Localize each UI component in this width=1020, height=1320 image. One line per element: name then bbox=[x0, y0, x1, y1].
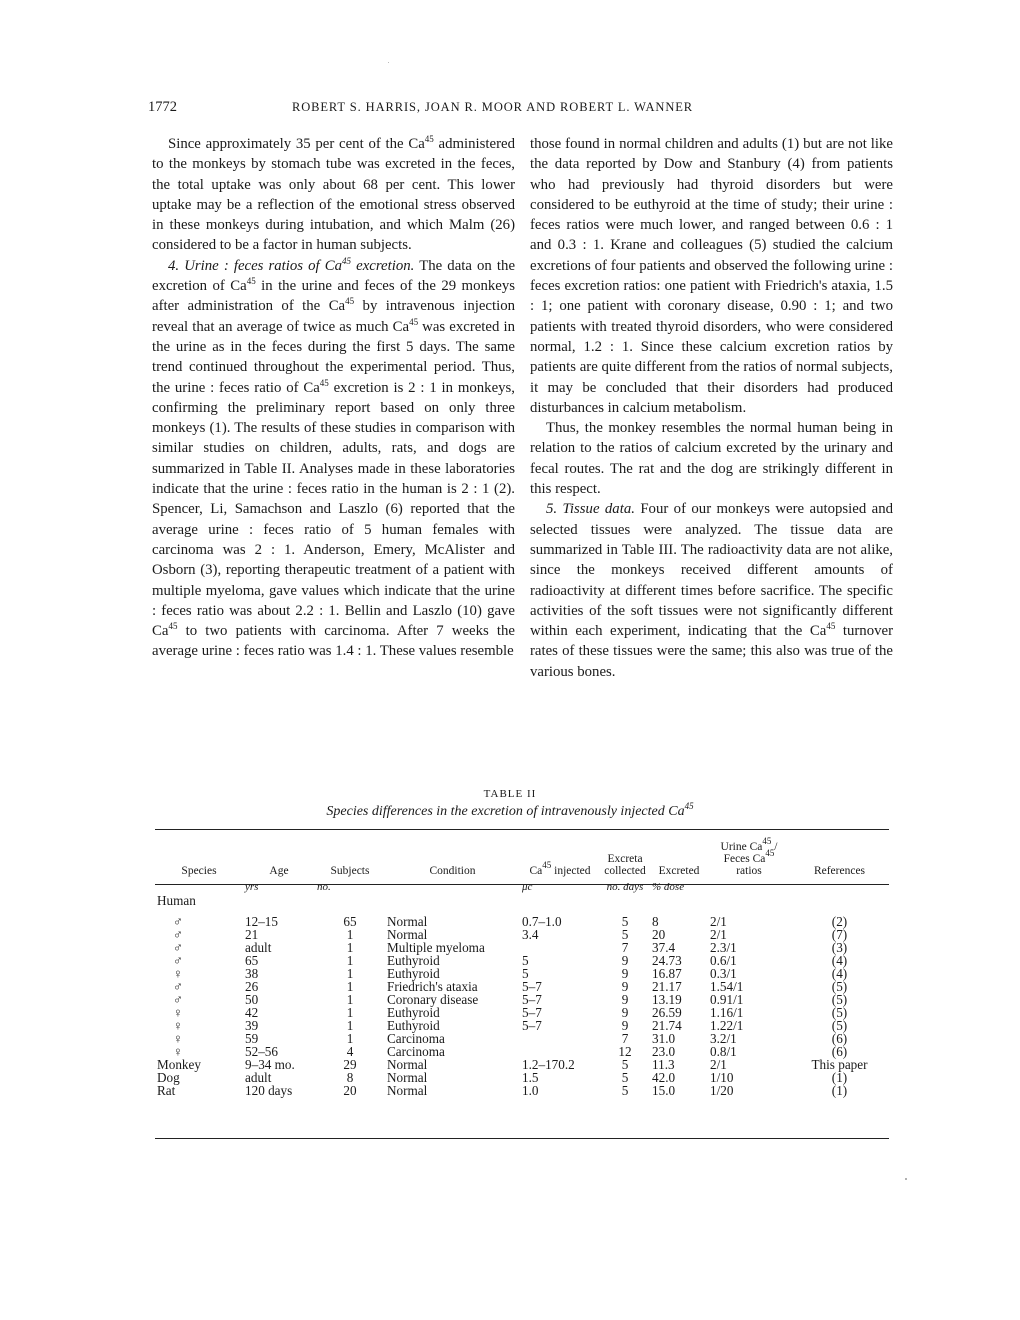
isotope-superscript: 45 bbox=[246, 276, 256, 287]
unit-empty bbox=[790, 881, 889, 894]
cell-age: 59 bbox=[245, 1031, 259, 1046]
cell-injected: 1.2–170.2 bbox=[522, 1057, 575, 1072]
cell-collected: 12 bbox=[618, 1044, 632, 1059]
cell-subjects: 1 bbox=[346, 992, 354, 1007]
paragraph-text: those found in normal children and adults (1) but are not like the data reported by Dow and Stanbury (4) from patients who had previously had thyroid disorders but were considered to be euthyroid at the time of study; their urine : feces ratios were much lower, and ranged between 0.6 : 1 and 0.3 : 1. Krane and colleagues (5) studied the calcium excretions of four patients and observed the following urine : feces excretion ratios: one patient with Friedrich's ataxia, 1.5 : 1; one patient with coronary disease, 0.90 : 1; and two patients with treated thyroid disorders, who were considered normal, 1.2 : 1. Since these calcium excretion ratios by patients are quite different from the ratios of normal subjects, it may be concluded that their disorders had produced disturbances in calcium metabolism. bbox=[530, 136, 893, 416]
scan-speck bbox=[388, 62, 389, 63]
cell-reference: This paper bbox=[811, 1057, 868, 1072]
cell-collected: 9 bbox=[621, 979, 629, 994]
cell-species: ♀ bbox=[173, 1031, 183, 1046]
cell-age: 52–56 bbox=[245, 1044, 278, 1059]
cell-excreted: 16.87 bbox=[652, 966, 682, 981]
cell-reference: (5) bbox=[831, 992, 848, 1007]
isotope-superscript: 45 bbox=[319, 377, 329, 388]
cell-age: 120 days bbox=[245, 1083, 293, 1098]
cell-excreted: 23.0 bbox=[652, 1044, 676, 1059]
cell-condition: Euthyroid bbox=[387, 953, 440, 968]
cell-injected bbox=[520, 941, 600, 954]
cell-condition: Carcinoma bbox=[387, 1031, 445, 1046]
header-subjects: Subjects bbox=[330, 865, 370, 877]
cell-age: 26 bbox=[245, 979, 259, 994]
cell-injected: 3.4 bbox=[522, 927, 539, 942]
cell-ratio: 1.16/1 bbox=[710, 1005, 744, 1020]
paragraph-tissue bbox=[530, 499, 893, 682]
header-references: References bbox=[813, 865, 866, 877]
cell-age: 12–15 bbox=[245, 914, 278, 929]
isotope-superscript: 45 bbox=[424, 134, 434, 144]
isotope-superscript: 45 bbox=[826, 621, 836, 632]
cell-excreted: 8 bbox=[652, 914, 659, 929]
isotope-superscript: 45 bbox=[542, 860, 552, 870]
cell-ratio: 0.3/1 bbox=[710, 966, 737, 981]
cell-excreted: 26.59 bbox=[652, 1005, 682, 1020]
cell-collected: 7 bbox=[621, 1031, 629, 1046]
cell-reference: (5) bbox=[831, 1018, 848, 1033]
cell-excreted: 24.73 bbox=[652, 953, 682, 968]
cell-subjects: 1 bbox=[346, 1005, 354, 1020]
cell-collected: 9 bbox=[621, 953, 629, 968]
cell-species: ♂ bbox=[173, 940, 183, 955]
cell-subjects: 1 bbox=[346, 940, 354, 955]
unit-collected: no. days bbox=[606, 881, 644, 893]
cell-subjects: 1 bbox=[346, 979, 354, 994]
cell-ratio: 0.6/1 bbox=[710, 953, 737, 968]
paragraph-text: Four of our monkeys were autopsied and selected tissues were analyzed. The tissue data are summarized in Table III. The radioactivity data are not alike, since the monkeys received different amounts of radioactivity at different times before sacrifice. The specific activities of the soft tissues were not significantly different within each experiment, indicating that the Ca$^{45}$ turnover rates of these tissues were the same; this also was true of the various bones. bbox=[530, 501, 894, 680]
page-header bbox=[148, 99, 888, 119]
cell-ratio: 3.2/1 bbox=[710, 1031, 737, 1046]
cell-age: 42 bbox=[245, 1005, 259, 1020]
cell-reference: (4) bbox=[831, 953, 848, 968]
unit-empty bbox=[385, 881, 520, 894]
cell-condition: Carcinoma bbox=[387, 1044, 445, 1059]
cell-ratio: 2.3/1 bbox=[710, 940, 737, 955]
data-table bbox=[155, 836, 889, 1098]
unit-injected: μc bbox=[522, 881, 533, 893]
cell-subjects: 1 bbox=[346, 966, 354, 981]
cell-reference: (1) bbox=[831, 1070, 848, 1085]
right-column bbox=[530, 134, 893, 682]
cell-age: 9–34 mo. bbox=[245, 1057, 295, 1072]
header-collected: Excreta collected bbox=[604, 853, 646, 877]
header-age: Age bbox=[269, 865, 289, 877]
cell-condition: Normal bbox=[387, 914, 428, 929]
isotope-superscript: 45 bbox=[684, 801, 694, 811]
cell-subjects: 4 bbox=[346, 1044, 354, 1059]
cell-age: 21 bbox=[245, 927, 259, 942]
cell-collected: 7 bbox=[621, 940, 629, 955]
cell-excreted: 42.0 bbox=[652, 1070, 676, 1085]
cell-age: 65 bbox=[245, 953, 259, 968]
cell-reference: (7) bbox=[831, 927, 848, 942]
table-header-row bbox=[155, 841, 889, 881]
cell-collected: 9 bbox=[621, 992, 629, 1007]
cell-species: Dog bbox=[157, 1070, 180, 1085]
cell-condition: Normal bbox=[387, 1057, 428, 1072]
header-ratio: Urine Ca$^{45}$ / Feces Ca$^{45}$ ratios bbox=[720, 836, 778, 877]
cell-excreted: 21.17 bbox=[652, 979, 682, 994]
cell-subjects: 29 bbox=[343, 1057, 357, 1072]
cell-subjects: 1 bbox=[346, 927, 354, 942]
header-injected: Ca$^{45}$ injected bbox=[529, 860, 591, 877]
paragraph-text: The data on the excretion of Ca$^{45}$ in the urine and feces of the 29 monkeys after administration of the Ca$^{45}$ by intravenous injection reveal that an average of twice as much Ca$^{45}$ was excreted in the urine as in the feces during the first 5 days. The same trend continued throughout the experimental period. Thus, the urine : feces ratio of Ca$^{45}$ excretion is 2 : 1 in monkeys, confirming the preliminary report based on only three monkeys (1). The results of these studies in comparison with similar studies on children, adults, rats, and dogs are summarized in Table II. Analyses made in these laboratories indicate that the urine : feces ratio in the human is 2 : 1 (2). Spencer, Li, Samachson and Laszlo (6) reported that the average urine : feces ratio of 5 human females with carcinoma was 2 : 1. Anderson, Emery, McAlister and Osborn (3), reporting therapeutic treatment of a patient with multiple myeloma, gave values which indicate that the urine : feces ratio was about 2.2 : 1. Bellin and Laszlo (10) gave Ca$^{45}$ to two patients with carcinoma. After 7 weeks the average urine : feces ratio was 1.4 : 1. These values resemble bbox=[152, 257, 516, 660]
cell-reference: (5) bbox=[831, 1005, 848, 1020]
cell-age: 38 bbox=[245, 966, 259, 981]
cell-injected: 5 bbox=[522, 966, 529, 981]
group-row-human bbox=[155, 894, 889, 915]
paragraph-continued bbox=[530, 134, 893, 418]
cell-injected: 5–7 bbox=[522, 1005, 542, 1020]
cell-injected: 0.7–1.0 bbox=[522, 914, 562, 929]
cell-injected: 5–7 bbox=[522, 992, 542, 1007]
cell-collected: 9 bbox=[621, 1005, 629, 1020]
cell-condition: Euthyroid bbox=[387, 1005, 440, 1020]
cell-reference: (6) bbox=[831, 1031, 848, 1046]
paragraph-urine-feces bbox=[152, 256, 515, 662]
cell-species: ♀ bbox=[173, 1005, 183, 1020]
cell-subjects: 1 bbox=[346, 1031, 354, 1046]
cell-reference: (4) bbox=[831, 966, 848, 981]
cell-age: 50 bbox=[245, 992, 259, 1007]
cell-species: ♂ bbox=[173, 979, 183, 994]
table-caption: TABLE II bbox=[483, 788, 537, 800]
cell-species: ♂ bbox=[173, 914, 183, 929]
section-heading: 4. Urine : feces ratios of Ca$^{45}$ excretion. bbox=[168, 255, 415, 274]
cell-ratio: 2/1 bbox=[710, 914, 727, 929]
cell-injected: 5 bbox=[522, 953, 529, 968]
table-top-rule bbox=[155, 829, 889, 830]
cell-collected: 5 bbox=[621, 927, 629, 942]
table-row bbox=[155, 1019, 889, 1032]
cell-subjects: 8 bbox=[346, 1070, 354, 1085]
cell-reference: (6) bbox=[831, 1044, 848, 1059]
cell-excreted: 37.4 bbox=[652, 940, 676, 955]
table-bottom-rule bbox=[155, 1138, 889, 1139]
cell-species: ♀ bbox=[173, 966, 183, 981]
paragraph-text: Since approximately 35 per cent of the Ca$^{45}$ administered to the monkeys by stomach tube was excreted in the feces, the total uptake was only about 68 per cent. This lower uptake may be a reflection of the emotional stress observed in these monkeys during intubation, and which Malm (26) considered to be a factor in human subjects. bbox=[152, 134, 515, 254]
cell-age: 39 bbox=[245, 1018, 259, 1033]
cell-condition: Normal bbox=[387, 1083, 428, 1098]
cell-species: ♀ bbox=[173, 1018, 183, 1033]
cell-collected: 9 bbox=[621, 1018, 629, 1033]
cell-condition: Coronary disease bbox=[387, 992, 479, 1007]
group-spacer bbox=[243, 894, 889, 915]
cell-species: Monkey bbox=[157, 1057, 201, 1072]
cell-collected: 5 bbox=[621, 914, 629, 929]
units-row bbox=[155, 881, 889, 894]
cell-injected: 1.0 bbox=[522, 1083, 539, 1098]
group-label: Human bbox=[157, 893, 196, 908]
cell-reference: (1) bbox=[831, 1083, 848, 1098]
cell-ratio: 0.8/1 bbox=[710, 1044, 737, 1059]
header-excreted: Excreted bbox=[658, 865, 700, 877]
header-condition: Condition bbox=[429, 865, 476, 877]
cell-age: adult bbox=[245, 1070, 272, 1085]
paragraph-text: Thus, the monkey resembles the normal human being in relation to the ratios of calcium excreted by the urinary and fecal routes. The rat and the dog are strikingly different in this respect. bbox=[530, 420, 893, 498]
cell-subjects: 65 bbox=[343, 914, 357, 929]
table-row bbox=[155, 1084, 889, 1097]
cell-ratio: 1.22/1 bbox=[710, 1018, 744, 1033]
left-column bbox=[152, 134, 515, 662]
isotope-superscript: 45 bbox=[342, 255, 352, 266]
unit-subjects: no. bbox=[317, 881, 331, 893]
cell-subjects: 1 bbox=[346, 1018, 354, 1033]
cell-species: ♂ bbox=[173, 927, 183, 942]
unit-empty bbox=[708, 881, 790, 894]
cell-ratio: 0.91/1 bbox=[710, 992, 744, 1007]
isotope-superscript: 45 bbox=[168, 621, 178, 632]
cell-ratio: 2/1 bbox=[710, 927, 727, 942]
cell-collected: 9 bbox=[621, 966, 629, 981]
cell-excreted: 15.0 bbox=[652, 1083, 676, 1098]
cell-excreted: 31.0 bbox=[652, 1031, 676, 1046]
cell-species: ♂ bbox=[173, 953, 183, 968]
cell-ratio: 1/10 bbox=[710, 1070, 734, 1085]
cell-age: adult bbox=[245, 940, 272, 955]
isotope-superscript: 45 bbox=[345, 296, 355, 307]
cell-condition: Euthyroid bbox=[387, 1018, 440, 1033]
paragraph-uptake bbox=[152, 134, 515, 256]
cell-condition: Euthyroid bbox=[387, 966, 440, 981]
section-heading: 5. Tissue data. bbox=[546, 501, 635, 518]
cell-reference: (5) bbox=[831, 979, 848, 994]
cell-condition: Multiple myeloma bbox=[387, 940, 485, 955]
cell-ratio: 1/20 bbox=[710, 1083, 734, 1098]
cell-reference: (2) bbox=[831, 914, 848, 929]
cell-reference: (3) bbox=[831, 940, 848, 955]
cell-excreted: 13.19 bbox=[652, 992, 682, 1007]
isotope-superscript: 45 bbox=[765, 848, 775, 858]
cell-collected: 5 bbox=[621, 1083, 629, 1098]
cell-subjects: 20 bbox=[343, 1083, 357, 1098]
cell-species: ♂ bbox=[173, 992, 183, 1007]
cell-species: ♀ bbox=[173, 1044, 183, 1059]
cell-injected: 5–7 bbox=[522, 979, 542, 994]
page-number: 1772 bbox=[148, 99, 177, 115]
cell-injected: 1.5 bbox=[522, 1070, 539, 1085]
cell-ratio: 1.54/1 bbox=[710, 979, 744, 994]
cell-ratio: 2/1 bbox=[710, 1057, 727, 1072]
cell-excreted: 11.3 bbox=[652, 1057, 675, 1072]
header-species: Species bbox=[181, 865, 217, 877]
cell-injected bbox=[520, 1032, 600, 1045]
cell-condition: Normal bbox=[387, 1070, 428, 1085]
cell-collected: 5 bbox=[621, 1070, 629, 1085]
scan-speck bbox=[905, 1178, 907, 1180]
running-title: ROBERT S. HARRIS, JOAN R. MOOR AND ROBERT L. WANNER bbox=[292, 100, 694, 114]
paragraph-monkey bbox=[530, 418, 893, 499]
cell-excreted: 20 bbox=[652, 927, 666, 942]
unit-excreted: % dose bbox=[652, 881, 685, 893]
cell-excreted: 21.74 bbox=[652, 1018, 682, 1033]
cell-condition: Normal bbox=[387, 927, 428, 942]
table-title: Species differences in the excretion of intravenously injected Ca$^{45}$ bbox=[326, 801, 694, 819]
isotope-superscript: 45 bbox=[762, 836, 772, 846]
cell-species: Rat bbox=[157, 1083, 176, 1098]
cell-injected: 5–7 bbox=[522, 1018, 542, 1033]
cell-condition: Friedrich's ataxia bbox=[387, 979, 478, 994]
table-body bbox=[155, 881, 889, 1097]
isotope-superscript: 45 bbox=[409, 316, 419, 327]
cell-collected: 5 bbox=[621, 1057, 629, 1072]
unit-age: yrs bbox=[245, 881, 259, 893]
cell-subjects: 1 bbox=[346, 953, 354, 968]
